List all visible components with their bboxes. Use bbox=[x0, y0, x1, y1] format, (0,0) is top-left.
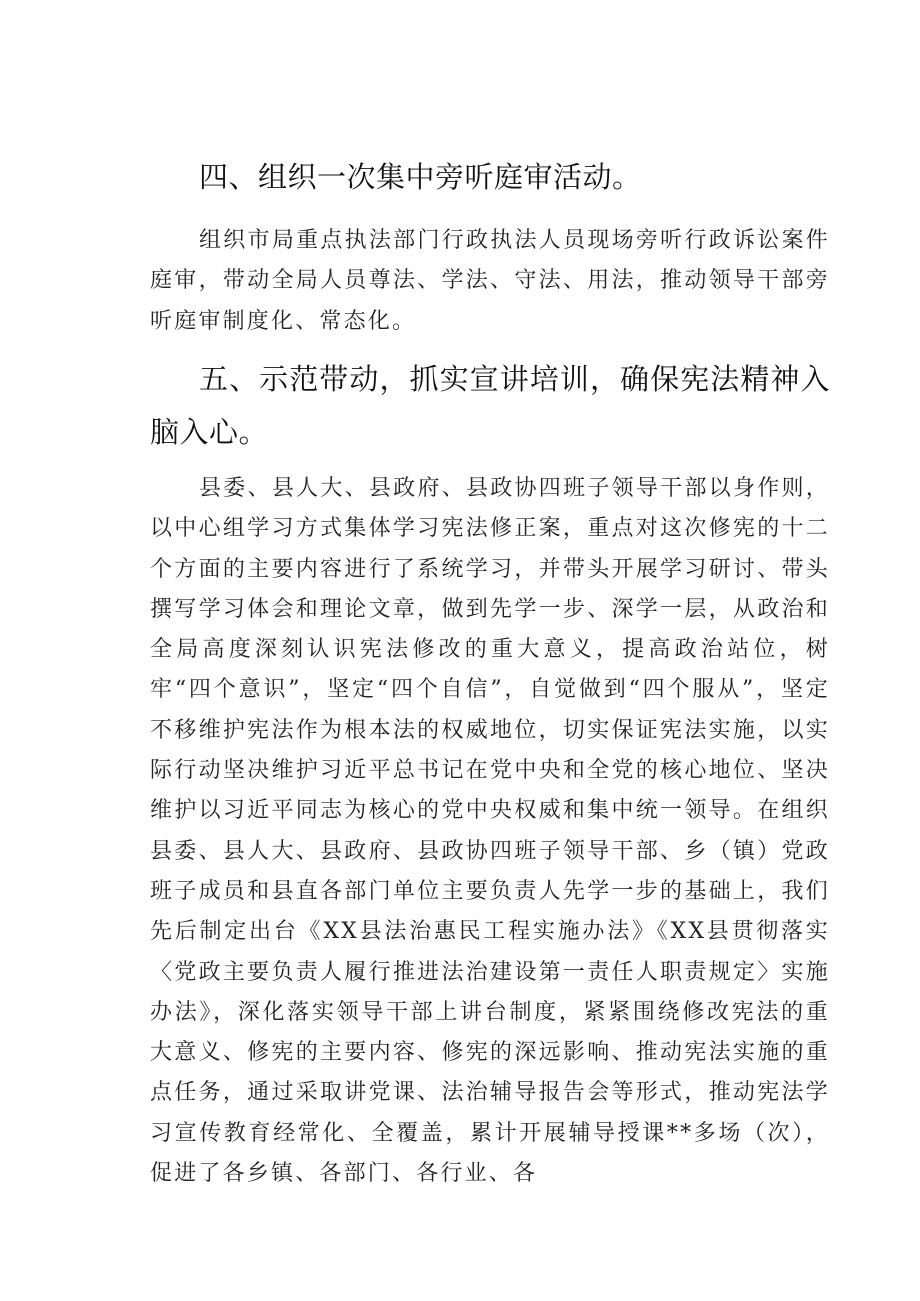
section-paragraph-5: 县委、县人大、县政府、县政协四班子领导干部以身作则，以中心组学习方式集体学习宪法修正案，重点对这次修宪的十二个方面的主要内容进行了系统学习，并带头开展学习研讨、带头撰写学习体会和理论文章，做到先学一步、深学一层，从政治和全局高度深刻认识宪法修改的重大意义，提高政治站位，树牢“四个意识”，坚定“四个自信”，自觉做到“四个服从”，坚定不移维护宪法作为根本法的权威地位，切实保证宪法实施，以实际行动坚决维护习近平总书记在党中央和全党的核心地位、坚决维护以习近平同志为核心的党中央权威和集中统一领导。在组织县委、县人大、县政府、县政协四班子领导干部、乡（镇）党政班子成员和县直各部门单位主要负责人先学一步的基础上，我们先后制定出台《XX县法治惠民工程实施办法》《XX县贯彻落实〈党政主要负责人履行推进法治建设第一责任人职责规定〉实施办法》，深化落实领导干部上讲台制度，紧紧围绕修改宪法的重大意义、修宪的主要内容、修宪的深远影响、推动宪法实施的重点任务，通过采取讲党课、法治辅导报告会等形式，推动宪法学习宣传教育经常化、全覆盖，累计开展辅导授课**多场（次），促进了各乡镇、各部门、各行业、各 bbox=[150, 476, 830, 1187]
section-heading-4: 四、组织一次集中旁听庭审活动。 bbox=[199, 160, 642, 194]
section-paragraph-4: 组织市局重点执法部门行政执法人员现场旁听行政诉讼案件庭审，带动全局人员尊法、学法、守法、用法，推动领导干部旁听庭审制度化、常态化。 bbox=[150, 228, 830, 334]
section-heading-5: 五、示范带动，抓实宣讲培训，确保宪法精神入脑入心。 bbox=[150, 362, 830, 449]
